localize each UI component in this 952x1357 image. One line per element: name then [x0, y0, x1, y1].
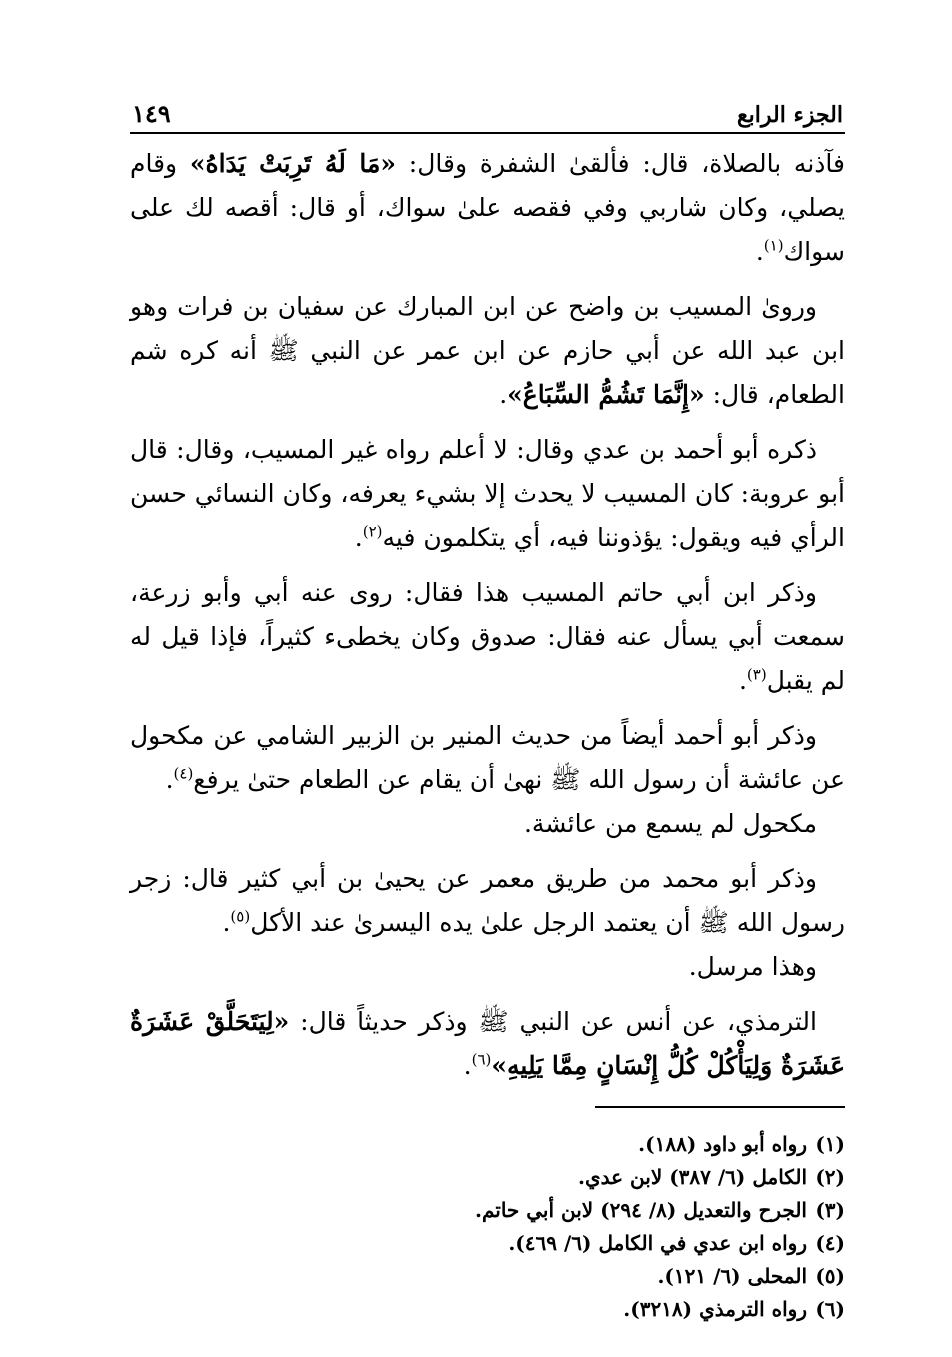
footnote-ref-5[interactable]: (٥)	[230, 907, 251, 926]
footnote-text: الكامل (٦/ ٣٨٧) لابن عدي.	[578, 1165, 807, 1189]
footnotes-list	[130, 1128, 845, 1326]
paragraph-2: وروىٰ المسيب بن واضح عن ابن المبارك عن سفيان بن فرات وهو ابن عبد الله عن أبي حازم عن ابن عمر عن النبي ﷺ أنه كره شم الطعام، قال: «إِنَّمَا تَشُمُّ السِّبَاعُ».	[130, 292, 845, 409]
footnote-number: (١)	[815, 1132, 845, 1156]
footnote-separator	[595, 1106, 845, 1108]
footnote-number: (٦)	[815, 1297, 845, 1321]
footnote-text: رواه الترمذي (٣٢١٨).	[623, 1297, 807, 1321]
footnote-3	[130, 1194, 845, 1227]
footnote-2	[130, 1161, 845, 1194]
paragraph-1: فآذنه بالصلاة، قال: فألقىٰ الشفرة وقال: «مَا لَهُ تَرِبَتْ يَدَاهُ» وقام يصلي، وكان شاربي وفي فقصه علىٰ سواك، أو قال: أقصه لك على سواك$^{(١)}$.	[130, 149, 845, 266]
footnote-text: الجرح والتعديل (٨/ ٢٩٤) لابن أبي حاتم.	[474, 1198, 807, 1222]
body-text	[130, 142, 845, 1088]
paragraph-4: وذكر ابن أبي حاتم المسيب هذا فقال: روى عنه أبي وأبو زرعة، سمعت أبي يسأل عنه فقال: صدوق وكان يخطىء كثيراً، فإذا قيل له لم يقبل$^{(٣)}$.	[130, 578, 845, 695]
paragraph-9: الترمذي، عن أنس عن النبي ﷺ وذكر حديثاً قال: «لِيَتَحَلَّقْ عَشَرَةٌ عَشَرَةٌ وَلِيَأْكُلْ كُلُّ إِنْسَانٍ مِمَّا يَلِيهِ»$^{(٦)}$.	[130, 1007, 845, 1080]
paragraph-7: وذكر أبو محمد من طريق معمر عن يحيىٰ بن أبي كثير قال: زجر رسول الله ﷺ أن يعتمد الرجل علىٰ يده اليسرىٰ عند الأكل$^{(٥)}$.	[130, 864, 845, 937]
page-number: ١٤٩	[132, 99, 171, 128]
footnote-5	[130, 1260, 845, 1293]
footnote-text: رواه ابن عدي في الكامل (٦/ ٤٦٩).	[508, 1231, 807, 1255]
hadith-quote: «مَا لَهُ تَرِبَتْ يَدَاهُ»	[189, 149, 397, 178]
footnote-number: (٤)	[815, 1231, 845, 1255]
footnote-ref-2[interactable]: (٢)	[362, 522, 383, 541]
running-head: الجزء الرابع	[736, 102, 843, 128]
header-rule	[130, 132, 845, 134]
footnote-ref-4[interactable]: (٤)	[173, 764, 194, 783]
hadith-quote: «إِنَّمَا تَشُمُّ السِّبَاعُ»	[507, 380, 705, 409]
paragraph-6: مكحول لم يسمع من عائشة.	[523, 809, 817, 838]
footnote-number: (٥)	[815, 1264, 845, 1288]
footnote-number: (٣)	[815, 1198, 845, 1222]
footnote-1	[130, 1128, 845, 1161]
footnote-ref-3[interactable]: (٣)	[746, 665, 767, 684]
footnote-ref-6[interactable]: (٦)	[471, 1050, 492, 1069]
footnote-text: رواه أبو داود (١٨٨).	[638, 1132, 807, 1156]
paragraph-3: ذكره أبو أحمد بن عدي وقال: لا أعلم رواه غير المسيب، وقال: قال أبو عروبة: كان المسيب لا يحدث إلا بشيء يعرفه، وكان النسائي حسن الرأي فيه ويقول: يؤذوننا فيه، أي يتكلمون فيه$^{(٢)}$.	[130, 435, 845, 552]
footnote-4	[130, 1227, 845, 1260]
hadith-quote: «لِيَتَحَلَّقْ عَشَرَةٌ عَشَرَةٌ وَلِيَأْكُلْ كُلُّ إِنْسَانٍ مِمَّا يَلِيهِ»	[130, 1007, 845, 1080]
paragraph-5: وذكر أبو أحمد أيضاً من حديث المنير بن الزبير الشامي عن مكحول عن عائشة أن رسول الله ﷺ نهىٰ أن يقام عن الطعام حتىٰ يرفع$^{(٤)}$.	[130, 721, 845, 794]
footnote-text: المحلى (٦/ ١٢١).	[657, 1264, 807, 1288]
footnote-ref-1[interactable]: (١)	[763, 236, 784, 255]
footnote-number: (٢)	[815, 1165, 845, 1189]
page	[130, 92, 845, 1326]
footnote-6	[130, 1293, 845, 1326]
paragraph-8: وهذا مرسل.	[688, 952, 817, 981]
page-header	[130, 92, 845, 132]
